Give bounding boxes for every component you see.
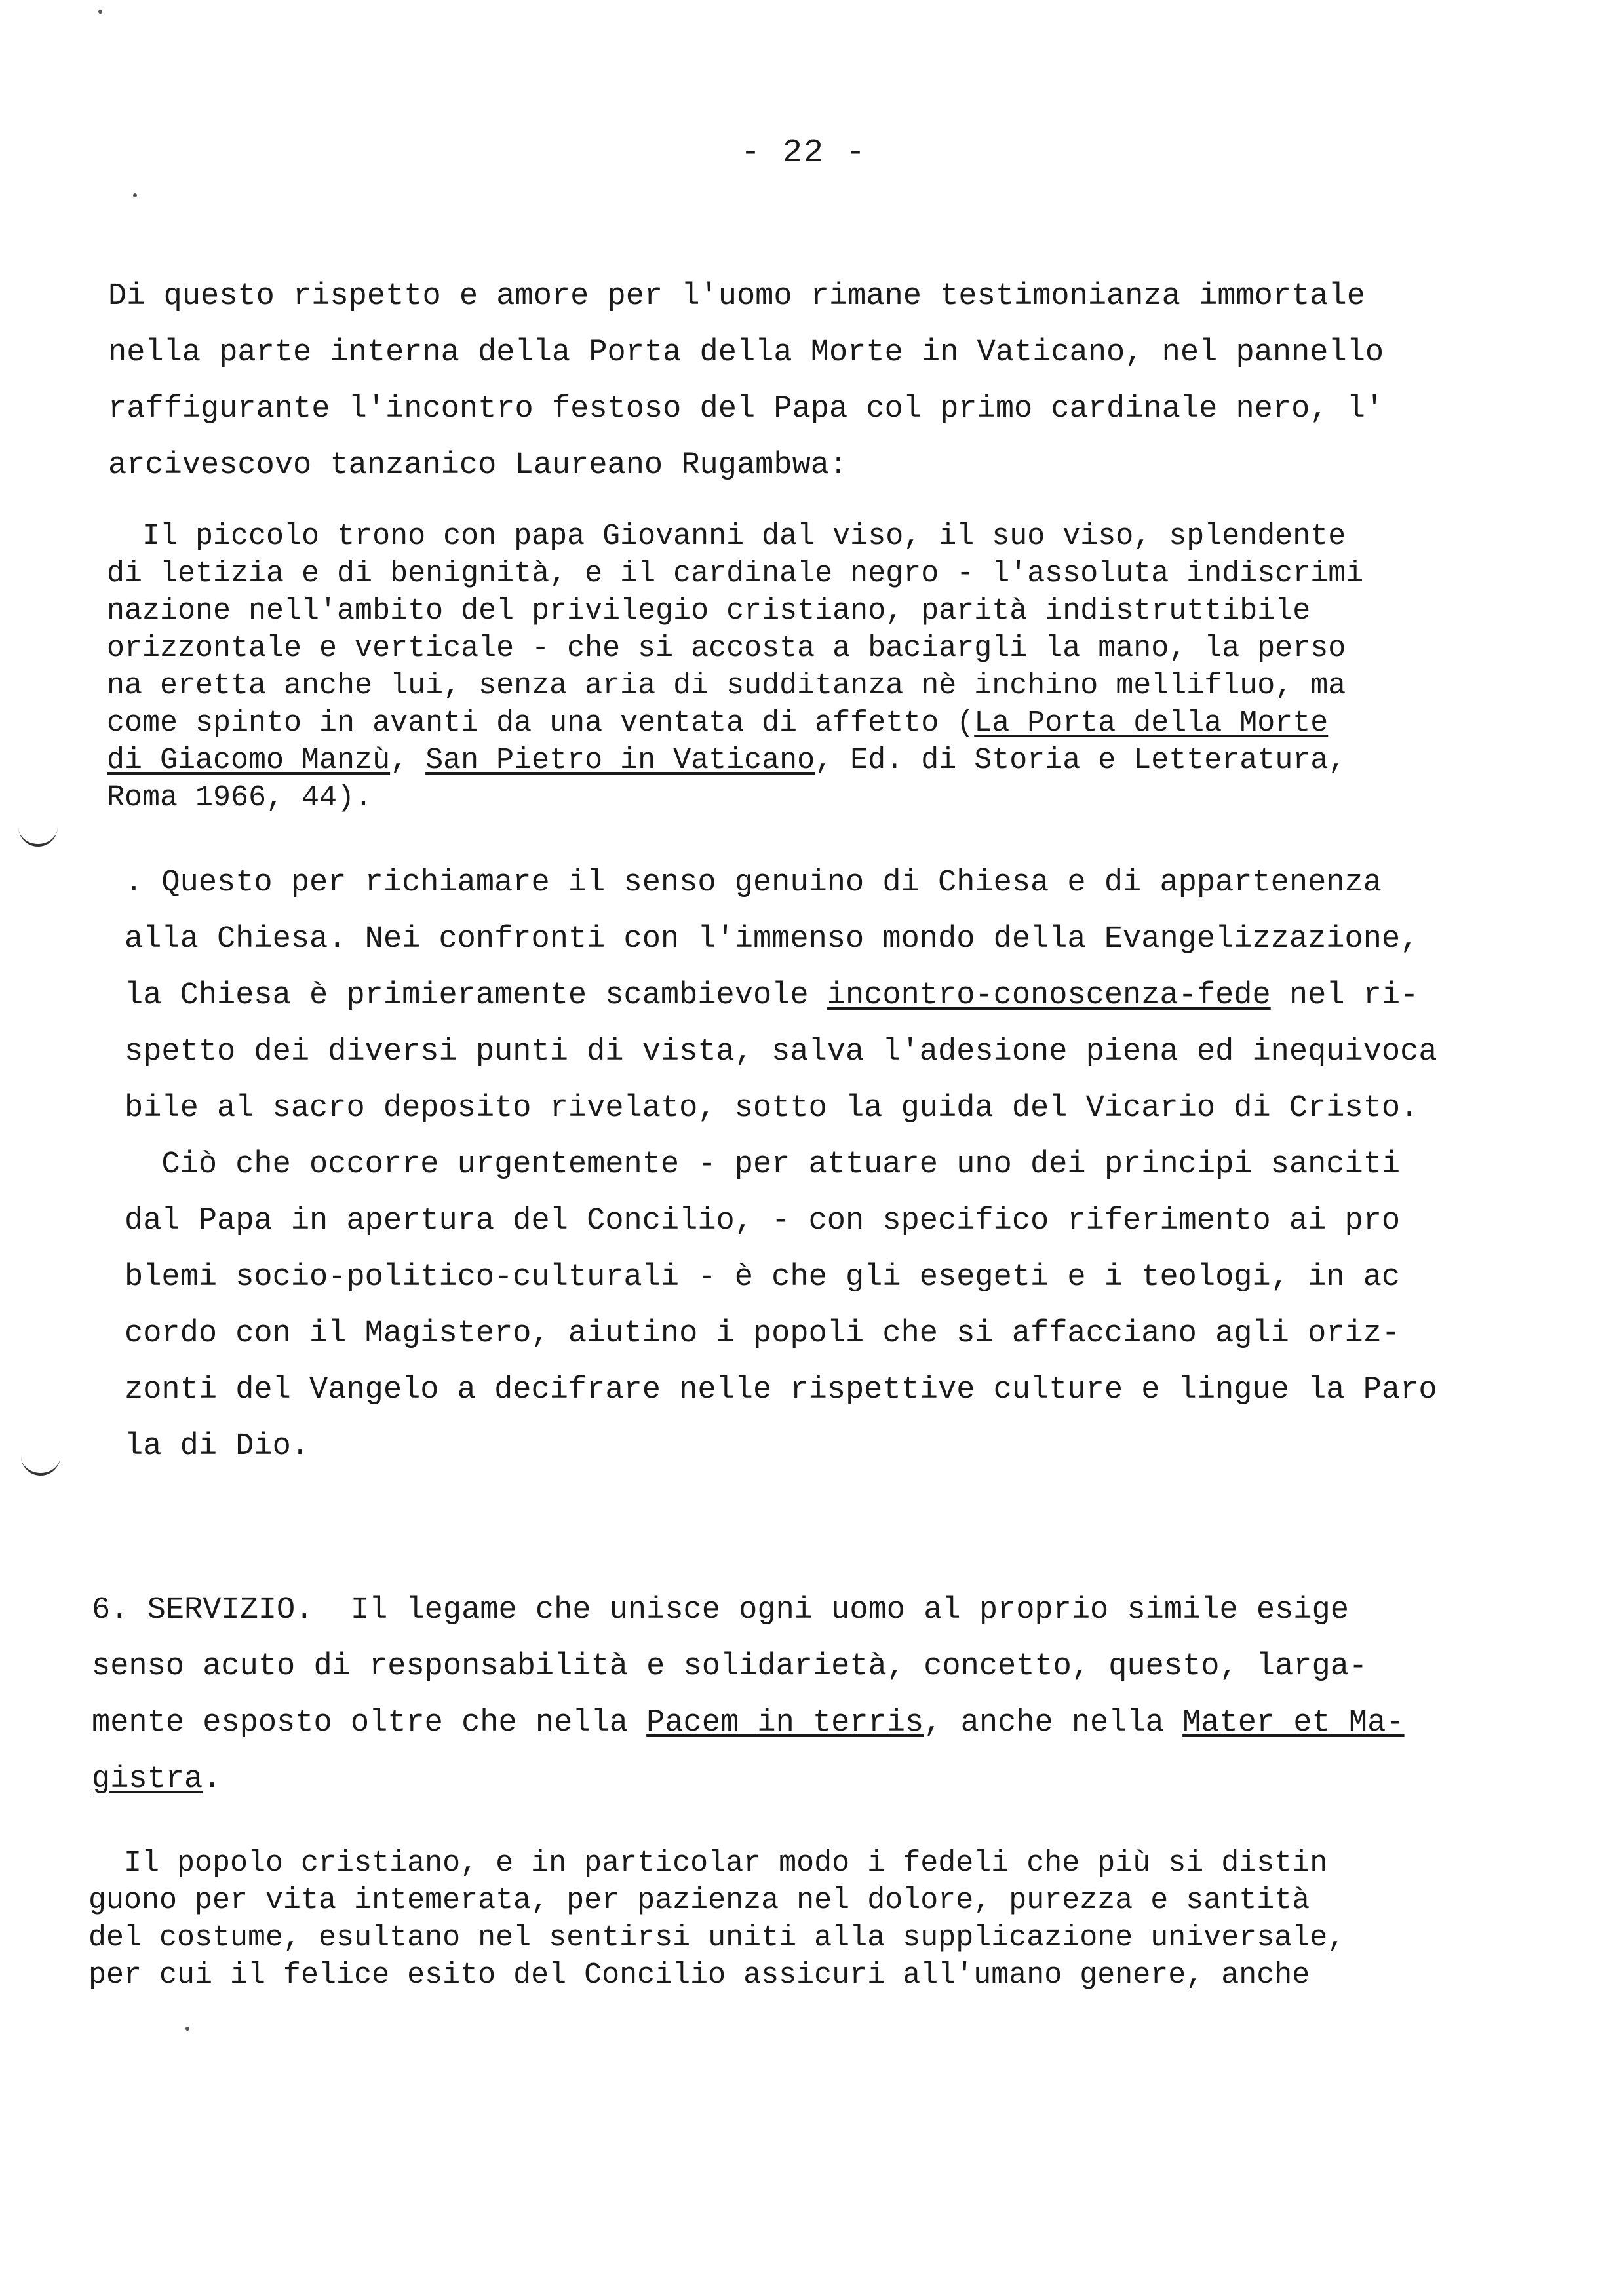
- text-line: nazione nell'ambito del privilegio cristiano, parità indistruttibile: [107, 594, 1311, 628]
- citation-title: Mater et Ma-: [1182, 1706, 1405, 1740]
- section-servizio: [92, 1582, 1405, 1808]
- text-line: come spinto in avanti da una ventata di affetto (: [107, 706, 975, 740]
- citation-title: di Giacomo Manzù: [107, 744, 391, 777]
- paragraph-2: [125, 855, 1437, 1475]
- text-fragment: .: [203, 1762, 222, 1797]
- text-line: del costume, esultano nel sentirsi uniti alla supplicazione universale,: [88, 1921, 1346, 1955]
- scan-speck: [185, 2027, 189, 2031]
- text-line: raffigurante l'incontro festoso del Papa col primo cardinale nero, l': [108, 392, 1384, 427]
- underlined-phrase: incontro-conoscenza-fede: [827, 978, 1271, 1013]
- text-line: blemi socio-politico-culturali - è che gli esegeti e i teologi, in ac: [125, 1260, 1401, 1295]
- text-line: . Questo per richiamare il senso genuino di Chiesa e di appartenenza: [125, 866, 1382, 900]
- text-line: orizzontale e verticale - che si accosta a baciargli la mano, la perso: [107, 632, 1346, 665]
- text-fragment: nel ri-: [1270, 978, 1419, 1013]
- text-line: di letizia e di benignità, e il cardinale negro - l'assoluta indiscrimi: [107, 557, 1364, 590]
- text-line: la di Dio.: [125, 1429, 310, 1464]
- page-number: - 22 -: [741, 134, 867, 172]
- paragraph-4: [88, 1845, 1345, 1994]
- margin-mark: [21, 1456, 60, 1476]
- citation-title: Pacem in terris: [646, 1706, 924, 1740]
- text-line: mente esposto oltre che nella: [92, 1706, 647, 1740]
- text-line: Roma 1966, 44).: [107, 781, 373, 814]
- text-line: spetto dei diversi punti di vista, salva l'adesione piena ed inequivoca: [125, 1035, 1437, 1069]
- text-fragment: , Ed. di Storia e Letteratura,: [815, 744, 1346, 777]
- text-line: Di questo rispetto e amore per l'uomo rimane testimonianza immortale: [108, 279, 1365, 314]
- paragraph-1: [108, 269, 1384, 494]
- text-line: na eretta anche lui, senza aria di sudditanza nè inchino mellifluo, ma: [107, 669, 1346, 702]
- text-line: cordo con il Magistero, aiutino i popoli che si affacciano agli oriz-: [125, 1316, 1401, 1351]
- text-fragment: , anche nella: [924, 1706, 1183, 1740]
- text-line: bile al sacro deposito rivelato, sotto la guida del Vicario di Cristo.: [125, 1091, 1419, 1126]
- block-quote: [107, 518, 1363, 816]
- text-line: zonti del Vangelo a decifrare nelle rispettive culture e lingue la Paro: [125, 1373, 1437, 1407]
- text-line: guono per vita intemerata, per pazienza nel dolore, purezza e santità: [88, 1884, 1310, 1917]
- text-line: 6. SERVIZIO. Il legame che unisce ogni uomo al proprio simile esige: [92, 1593, 1349, 1628]
- margin-mark: [18, 827, 58, 847]
- text-line: la Chiesa è primieramente scambievole: [125, 978, 827, 1013]
- text-line: senso acuto di responsabilità e solidarietà, concetto, questo, larga-: [92, 1649, 1368, 1684]
- citation-title: San Pietro in Vaticano: [425, 744, 815, 777]
- scan-speck: [133, 193, 137, 197]
- text-fragment: ,: [390, 744, 426, 777]
- citation-title: gistra: [92, 1762, 203, 1797]
- text-line: per cui il felice esito del Concilio assicuri all'umano genere, anche: [88, 1959, 1310, 1992]
- citation-title: La Porta della Morte: [974, 706, 1329, 740]
- text-line: alla Chiesa. Nei confronti con l'immenso mondo della Evangelizzazione,: [125, 922, 1419, 957]
- scan-speck: [98, 10, 102, 14]
- text-line: Il popolo cristiano, e in particolar modo i fedeli che più si distin: [88, 1846, 1328, 1880]
- text-line: Il piccolo trono con papa Giovanni dal viso, il suo viso, splendente: [107, 520, 1346, 553]
- text-line: arcivescovo tanzanico Laureano Rugambwa:: [108, 448, 848, 483]
- text-line: dal Papa in apertura del Concilio, - con specifico riferimento ai pro: [125, 1204, 1401, 1238]
- text-line: Ciò che occorre urgentemente - per attuare uno dei principi sanciti: [125, 1147, 1401, 1182]
- text-line: nella parte interna della Porta della Morte in Vaticano, nel pannello: [108, 335, 1384, 370]
